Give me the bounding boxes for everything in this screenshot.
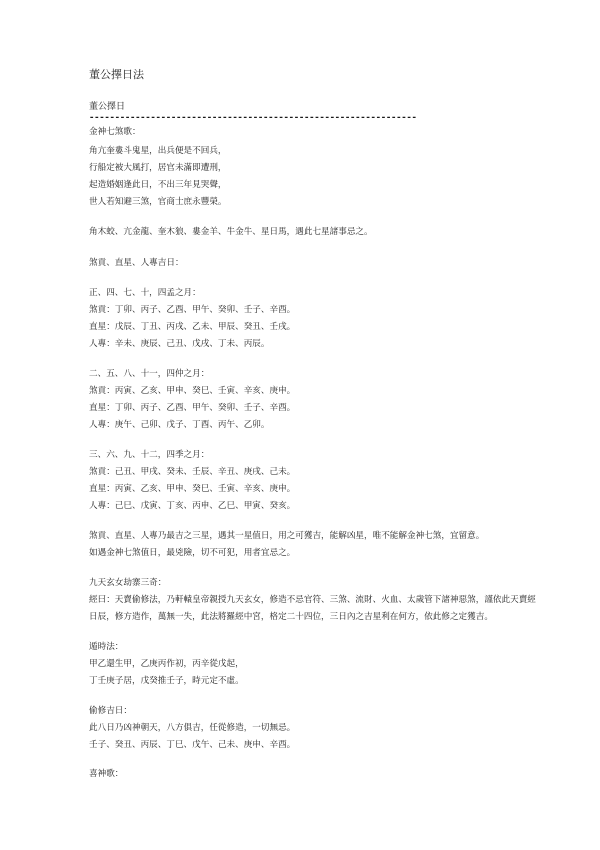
text-line: 如遇金神七煞值日，最兇險，切不可犯，用者宜忌之。 xyxy=(89,548,296,558)
text-line: 遁時法： xyxy=(89,642,124,652)
text-line: 人專：辛未、庚辰、己丑、戊戌、丁未、丙辰。 xyxy=(89,339,270,349)
text-line: 金神七煞歌： xyxy=(89,127,141,137)
text-line: 壬子、癸丑、丙辰、丁巳、戊午、己未、庚申、辛酉。 xyxy=(89,740,296,750)
text-line: 煞貢、直星、人專乃最吉之三星，遇其一星值日，用之可獲吉，能解凶星，唯不能解金神七煞，宜留意。 xyxy=(89,531,485,541)
text-line: 煞貢、直星、人專吉日： xyxy=(89,258,184,268)
text-line: 日辰，修方造作，萬無一失，此法將羅經中宮，格定二十四位，三日內之吉星利在何方，依此修之定獲吉。 xyxy=(89,612,493,622)
text-line: 丁壬庚子居，戊癸推壬子，時元定不虛。 xyxy=(89,676,244,686)
text-line: 直星：戊辰、丁丑、丙戌、乙未、甲辰、癸丑、壬戌。 xyxy=(89,322,296,332)
text-line: 人專：己巳、戊寅、丁亥、丙申、乙巳、甲寅、癸亥。 xyxy=(89,501,296,511)
text-line: 偷修吉日： xyxy=(89,706,132,716)
text-line: 煞貢：丁卯、丙子、乙酉、甲午、癸卯、壬子、辛酉。 xyxy=(89,305,296,315)
text-line: 直星：丁卯、丙子、乙酉、甲午、癸卯、壬子、辛酉。 xyxy=(89,403,296,413)
text-line: 世人若知避三煞，官商士庶永豐榮。 xyxy=(89,197,227,207)
text-line: 九天玄女劫寨三奇： xyxy=(89,578,167,588)
text-line: 甲乙還生甲，乙庚丙作初，丙辛從戊起， xyxy=(89,659,244,669)
text-line: 喜神歌： xyxy=(89,769,124,779)
document-subtitle: 董公擇日 xyxy=(89,102,126,112)
text-line: 起造婚姻逢此日，不出三年見哭聲， xyxy=(89,180,227,190)
text-line: 角木蛟、亢金龍、奎木狼、婁金羊、牛金牛、星日馬，遇此七星諸事忌之。 xyxy=(89,227,373,237)
text-line: 三、六、九、十二，四季之月： xyxy=(89,450,210,460)
text-line: 煞貢：丙寅、乙亥、甲申、癸巳、壬寅、辛亥、庚申。 xyxy=(89,386,296,396)
text-line: 角亢奎婁斗鬼星，出兵便是不回兵， xyxy=(89,146,227,156)
text-line: 正、四、七、十，四孟之月： xyxy=(89,288,201,298)
divider-rule: ---------------------------------------------------------------- xyxy=(89,113,417,123)
text-line: 煞貢：己丑、甲戌、癸未、壬辰、辛丑、庚戌、己未。 xyxy=(89,467,296,477)
text-line: 人專：庚午、己卯、戊子、丁酉、丙午、乙卯。 xyxy=(89,420,270,430)
text-line: 經曰：天賣偷修法，乃軒轅皇帝親授九天玄女，修造不忌官符、三煞、流財、火血、太歲管下諸神惡煞，謹依此天賣經 xyxy=(89,595,536,605)
text-line: 二、五、八、十一，四仲之月： xyxy=(89,369,210,379)
text-line: 此八日乃凶神朝天，八方俱吉，任從修造，一切無忌。 xyxy=(89,723,296,733)
text-line: 直星：丙寅、乙亥、甲申、癸巳、壬寅、辛亥、庚申。 xyxy=(89,484,296,494)
document-title: 董公擇日法 xyxy=(89,68,144,81)
text-line: 行船定被大風打，居官未滿即遭刑， xyxy=(89,163,227,173)
